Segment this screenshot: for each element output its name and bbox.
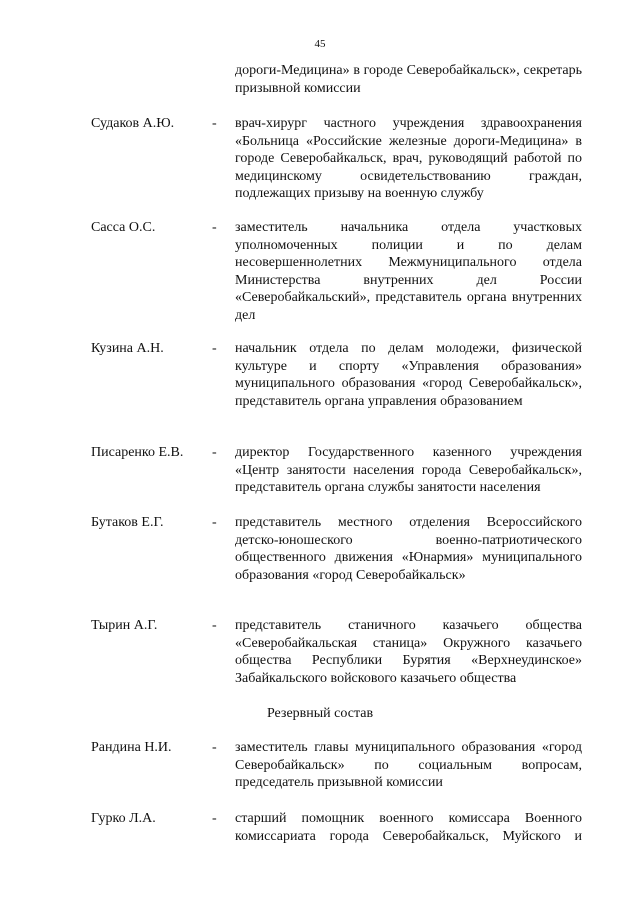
member-name: Судаков А.Ю. bbox=[91, 116, 175, 131]
member-description: заместитель главы муниципального образования «город Северобайкальск» по социальным вопросам, председатель призывной комиссии bbox=[235, 740, 582, 790]
member-name: Тырин А.Г. bbox=[91, 618, 158, 633]
member-description: директор Государственного казенного учреждения «Центр занятости населения города Северобайкальск», представитель органа службы занятости населения bbox=[235, 445, 582, 495]
member-name: Сасса О.С. bbox=[91, 220, 156, 235]
dash-separator: - bbox=[212, 220, 217, 235]
member-description: начальник отдела по делам молодежи, физической культуре и спорту «Управления образования» муниципального образования «город Северобайкальск», представитель органа управления образованием bbox=[235, 341, 582, 409]
member-name: Писаренко Е.В. bbox=[91, 445, 184, 460]
dash-separator: - bbox=[212, 811, 217, 826]
continuation-text: дороги-Медицина» в городе Северобайкальск», секретарь призывной комиссии bbox=[235, 63, 582, 96]
dash-separator: - bbox=[212, 116, 217, 131]
member-description: старший помощник военного комиссара Военного комиссариата города Северобайкальск, Муйского и bbox=[235, 811, 582, 844]
member-name: Рандина Н.И. bbox=[91, 740, 172, 755]
member-description: представитель станичного казачьего общества «Северобайкальская станица» Окружного казачьего общества Республики Бурятия «Верхнеудинское» Забайкальского войскового казачьего общества bbox=[235, 618, 582, 686]
page-number: 45 bbox=[314, 38, 326, 50]
member-description: врач-хирург частного учреждения здравоохранения «Больница «Российские железные дороги-Медицина» в городе Северобайкальск, врач, руководящий работой по медицинскому освидетельствованию граждан, подлежащих призыву на военную службу bbox=[235, 116, 582, 201]
member-name: Гурко Л.А. bbox=[91, 811, 156, 826]
dash-separator: - bbox=[212, 740, 217, 755]
reserve-heading: Резервный состав bbox=[266, 706, 374, 721]
member-name: Бутаков Е.Г. bbox=[91, 515, 164, 530]
dash-separator: - bbox=[212, 618, 217, 633]
member-description: представитель местного отделения Всероссийского детско-юношеского военно-патриотического общественного движения «Юнармия» муниципального образования «город Северобайкальск» bbox=[235, 515, 582, 583]
member-name: Кузина А.Н. bbox=[91, 341, 164, 356]
dash-separator: - bbox=[212, 341, 217, 356]
dash-separator: - bbox=[212, 445, 217, 460]
member-description: заместитель начальника отдела участковых уполномоченных полиции и по делам несовершеннолетних Межмуниципального отдела Министерства внутренних дел России «Северобайкальский», представитель органа внутренних дел bbox=[235, 220, 582, 323]
dash-separator: - bbox=[212, 515, 217, 530]
